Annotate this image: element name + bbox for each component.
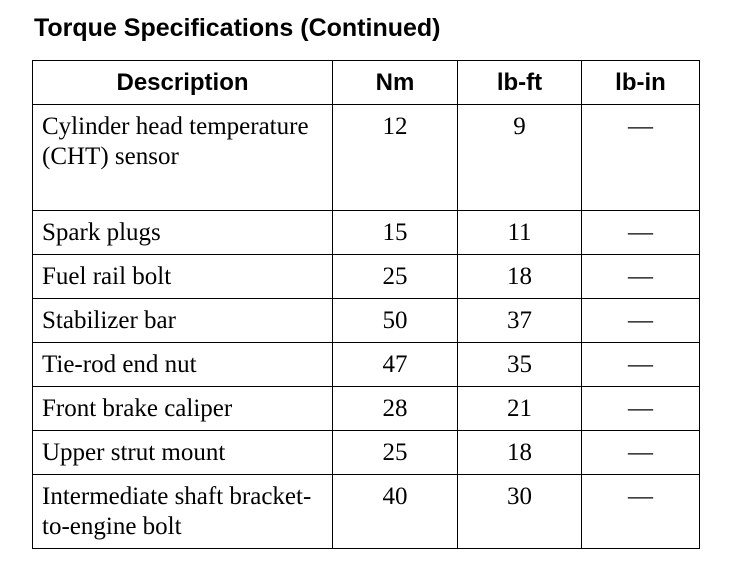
row-lb-in: —	[582, 299, 700, 343]
row-lb-in: —	[582, 105, 700, 211]
row-nm: 47	[333, 343, 458, 387]
table-row	[33, 299, 700, 343]
table-row	[33, 211, 700, 255]
row-description: Spark plugs	[33, 211, 333, 255]
row-description: Upper strut mount	[33, 431, 333, 475]
row-lb-in: —	[582, 343, 700, 387]
torque-spec-table	[32, 60, 700, 549]
row-lb-ft: 11	[458, 211, 582, 255]
table-row	[33, 387, 700, 431]
row-description: Stabilizer bar	[33, 299, 333, 343]
row-lb-in: —	[582, 255, 700, 299]
table-header-row	[33, 61, 700, 105]
page-title: Torque Specifications (Continued)	[34, 14, 441, 42]
row-description: Tie-rod end nut	[33, 343, 333, 387]
row-nm: 15	[333, 211, 458, 255]
row-lb-ft: 30	[458, 475, 582, 549]
row-lb-ft: 18	[458, 255, 582, 299]
column-header-nm: Nm	[333, 61, 458, 105]
row-nm: 25	[333, 255, 458, 299]
row-description: Cylinder head temperature (CHT) sensor	[33, 105, 333, 211]
row-lb-ft: 21	[458, 387, 582, 431]
row-lb-in: —	[582, 475, 700, 549]
row-description: Fuel rail bolt	[33, 255, 333, 299]
row-lb-ft: 35	[458, 343, 582, 387]
column-header-lb-ft: lb-ft	[458, 61, 582, 105]
row-description: Front brake caliper	[33, 387, 333, 431]
table-row	[33, 431, 700, 475]
row-nm: 50	[333, 299, 458, 343]
table-row	[33, 475, 700, 549]
row-nm: 28	[333, 387, 458, 431]
row-lb-in: —	[582, 387, 700, 431]
row-description: Intermediate shaft bracket-to-engine bolt	[33, 475, 333, 549]
row-nm: 40	[333, 475, 458, 549]
row-lb-ft: 9	[458, 105, 582, 211]
table-row	[33, 343, 700, 387]
table-row	[33, 255, 700, 299]
row-lb-in: —	[582, 431, 700, 475]
row-lb-in: —	[582, 211, 700, 255]
row-nm: 12	[333, 105, 458, 211]
row-lb-ft: 18	[458, 431, 582, 475]
row-lb-ft: 37	[458, 299, 582, 343]
column-header-description: Description	[33, 61, 333, 105]
row-nm: 25	[333, 431, 458, 475]
column-header-lb-in: lb-in	[582, 61, 700, 105]
table-row	[33, 105, 700, 211]
